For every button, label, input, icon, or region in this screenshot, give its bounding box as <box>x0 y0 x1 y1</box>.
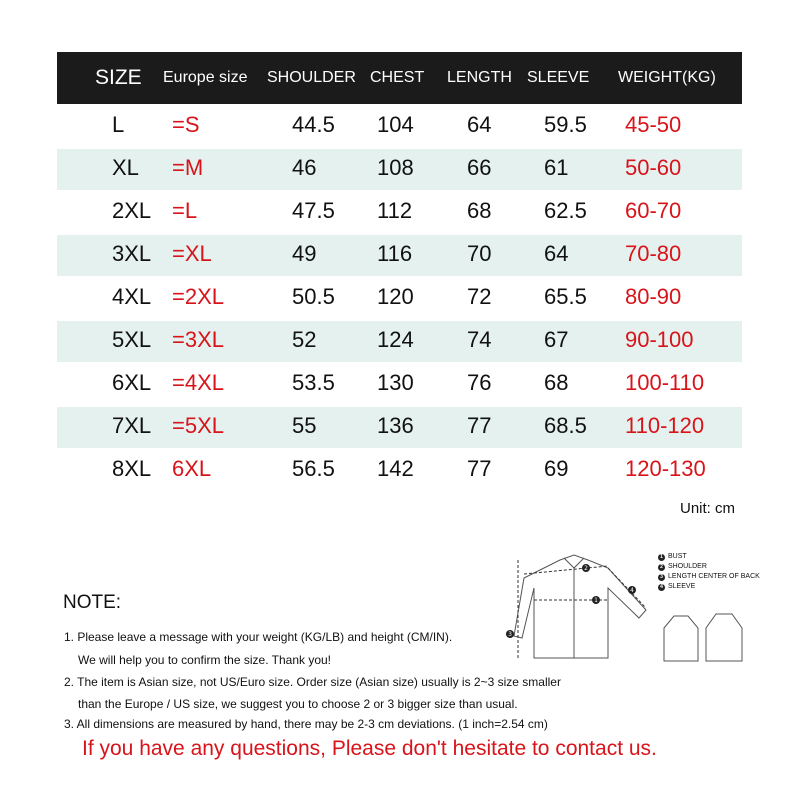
cell-sleeve: 61 <box>544 155 569 180</box>
legend-item <box>658 572 760 582</box>
legend-number: 1 <box>658 554 665 561</box>
table-row <box>57 149 742 190</box>
cell-length: 64 <box>467 112 492 137</box>
note-line: 3. All dimensions are measured by hand, there may be 2-3 cm deviations. (1 inch=2.54 cm) <box>64 717 548 731</box>
legend-number: 4 <box>658 584 665 591</box>
header-sleeve: SLEEVE <box>527 69 590 86</box>
cell-length: 68 <box>467 198 492 223</box>
cell-weight: 100-110 <box>625 370 705 395</box>
table-header <box>57 52 742 104</box>
cell-europe-size: =3XL <box>172 327 224 352</box>
cell-shoulder: 46 <box>292 155 317 180</box>
cell-chest: 142 <box>377 456 414 481</box>
legend-item <box>658 582 760 592</box>
cell-sleeve: 62.5 <box>544 198 587 223</box>
header-shoulder: SHOULDER <box>267 69 356 86</box>
cell-shoulder: 47.5 <box>292 198 335 223</box>
legend-item <box>658 562 760 572</box>
cell-shoulder: 49 <box>292 241 317 266</box>
cell-chest: 104 <box>377 112 414 137</box>
cell-sleeve: 69 <box>544 456 569 481</box>
cell-shoulder: 50.5 <box>292 284 335 309</box>
legend-number: 2 <box>658 564 665 571</box>
cell-sleeve: 59.5 <box>544 112 587 137</box>
cell-europe-size: =XL <box>172 241 212 266</box>
cell-weight: 90-100 <box>625 327 694 352</box>
marker-4: 4 <box>630 587 634 594</box>
cell-chest: 124 <box>377 327 414 352</box>
header-weight: WEIGHT(KG) <box>618 69 716 86</box>
note-line: than the Europe / US size, we suggest you to choose 2 or 3 bigger size than usual. <box>78 697 518 711</box>
cell-size: 7XL <box>112 413 152 438</box>
cell-length: 77 <box>467 413 492 438</box>
cell-europe-size: 6XL <box>172 456 212 481</box>
cell-shoulder: 53.5 <box>292 370 335 395</box>
cell-size: 5XL <box>112 327 152 352</box>
cell-length: 70 <box>467 241 492 266</box>
cell-weight: 110-120 <box>625 413 705 438</box>
cell-europe-size: =5XL <box>172 413 224 438</box>
cell-sleeve: 65.5 <box>544 284 587 309</box>
cell-weight: 80-90 <box>625 284 682 309</box>
table-row <box>57 450 742 491</box>
cell-length: 77 <box>467 456 492 481</box>
cell-length: 72 <box>467 284 492 309</box>
cell-size: 3XL <box>112 241 152 266</box>
cell-shoulder: 44.5 <box>292 112 335 137</box>
note-title: NOTE: <box>63 592 122 613</box>
cell-chest: 130 <box>377 370 414 395</box>
cell-shoulder: 55 <box>292 413 317 438</box>
cell-size: 6XL <box>112 370 152 395</box>
cell-chest: 116 <box>377 241 413 266</box>
table-row <box>57 278 742 319</box>
shirt-collar <box>564 558 584 568</box>
cell-weight: 70-80 <box>625 241 682 266</box>
cell-chest: 136 <box>377 413 414 438</box>
cell-weight: 60-70 <box>625 198 682 223</box>
table-row <box>57 364 742 405</box>
cell-length: 66 <box>467 155 492 180</box>
table-row <box>57 407 742 448</box>
cell-sleeve: 68 <box>544 370 569 395</box>
cell-weight: 50-60 <box>625 155 682 180</box>
cell-sleeve: 67 <box>544 327 569 352</box>
note-line: 2. The item is Asian size, not US/Euro size. Order size (Asian size) usually is 2~3 size smaller <box>64 675 561 689</box>
cell-europe-size: =2XL <box>172 284 224 309</box>
marker-2: 2 <box>584 565 588 572</box>
table-row <box>57 321 742 362</box>
table-row <box>57 106 742 147</box>
cell-weight: 120-130 <box>625 456 706 481</box>
header-size: SIZE <box>95 66 142 89</box>
cell-size: 2XL <box>112 198 152 223</box>
jacket-front-sketch <box>664 616 698 661</box>
cell-size: L <box>112 112 125 137</box>
header-length: LENGTH <box>447 69 512 86</box>
measurement-legend <box>658 552 760 592</box>
cell-sleeve: 68.5 <box>544 413 587 438</box>
cell-chest: 112 <box>377 198 413 223</box>
legend-item <box>658 552 760 562</box>
table-row <box>57 192 742 233</box>
contact-footer: If you have any questions, Please don't hesitate to contact us. <box>82 737 657 760</box>
cell-size: 8XL <box>112 456 152 481</box>
cell-chest: 120 <box>377 284 414 309</box>
table-row <box>57 235 742 276</box>
cell-length: 74 <box>467 327 492 352</box>
cell-europe-size: =L <box>172 198 198 223</box>
legend-number: 3 <box>658 574 665 581</box>
cell-weight: 45-50 <box>625 112 682 137</box>
note-line: 1. Please leave a message with your weight (KG/LB) and height (CM/IN). <box>64 630 453 644</box>
cell-europe-size: =S <box>172 112 200 137</box>
cell-shoulder: 56.5 <box>292 456 335 481</box>
cell-europe-size: =M <box>172 155 204 180</box>
legend-label: BUST <box>668 553 687 560</box>
cell-sleeve: 64 <box>544 241 569 266</box>
shirt-outline <box>514 555 646 658</box>
cell-size: 4XL <box>112 284 152 309</box>
note-line: We will help you to confirm the size. Thank you! <box>78 653 332 667</box>
header-europe-size: Europe size <box>163 69 248 86</box>
cell-size: XL <box>112 155 139 180</box>
cell-length: 76 <box>467 370 492 395</box>
cell-shoulder: 52 <box>292 327 317 352</box>
measure-line-shoulder <box>524 566 608 574</box>
unit-label: Unit: cm <box>680 500 736 517</box>
legend-label: SHOULDER <box>668 563 707 570</box>
cell-europe-size: =4XL <box>172 370 224 395</box>
header-chest: CHEST <box>370 69 425 86</box>
cell-chest: 108 <box>377 155 414 180</box>
jacket-back-sketch <box>706 614 742 661</box>
legend-label: LENGTH CENTER OF BACK <box>668 573 760 580</box>
marker-3: 3 <box>508 631 512 638</box>
legend-label: SLEEVE <box>668 583 696 590</box>
marker-1: 1 <box>594 597 598 604</box>
